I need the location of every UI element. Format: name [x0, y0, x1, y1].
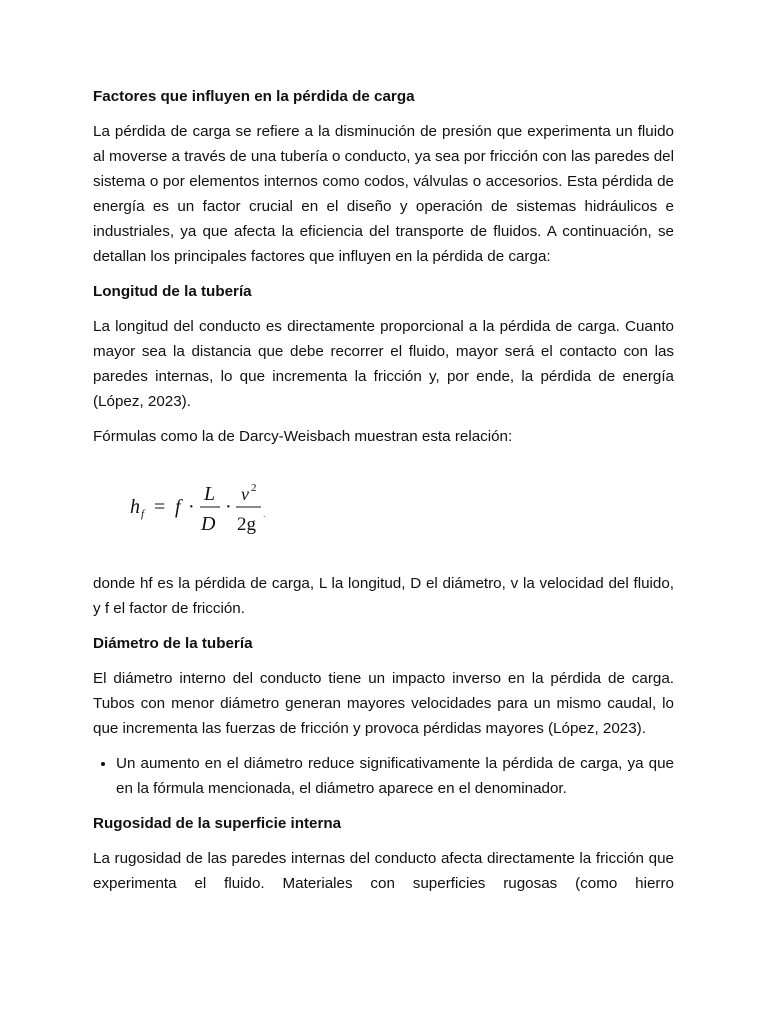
section-heading-factores: Factores que influyen en la pérdida de carga	[93, 88, 415, 105]
list-item: • Un aumento en el diámetro reduce significativamente la pérdida de carga, ya que en la fórmula mencionada, el diámetro aparece en el denominador.	[116, 751, 674, 801]
formula-dot-2: ·	[225, 496, 232, 518]
formula-L: L	[204, 483, 216, 505]
formula-h: h	[130, 496, 140, 518]
bullet-list	[93, 751, 674, 801]
formula-sub-f: f	[141, 508, 145, 520]
document-page	[93, 84, 674, 906]
formula-svg	[130, 471, 290, 541]
paragraph-intro: La pérdida de carga se refiere a la disminución de presión que experimenta un fluido al moverse a través de una tubería o conducto, ya sea por fricción con las paredes del sistema o por elementos internos como codos, válvulas o accesorios. Esta pérdida de energía es un factor crucial en el diseño y operación de sistemas hidráulicos e industriales, ya que afecta la eficiencia del transporte de fluidos. A continuación, se detallan los principales factores que influyen en la pérdida de carga:	[93, 123, 674, 265]
darcy-weisbach-formula	[130, 471, 674, 541]
formula-dot-1: ·	[188, 496, 195, 518]
section-heading-rugosidad: Rugosidad de la superficie interna	[93, 815, 342, 832]
formula-v: v	[241, 484, 249, 504]
paragraph-longitud: La longitud del conducto es directamente proporcional a la pérdida de carga. Cuanto mayor sea la distancia que debe recorrer el fluido, mayor será el contacto con las paredes internas, lo que incrementa la fricción y, por ende, la pérdida de energía (López, 2023).	[93, 318, 674, 410]
formula-D: D	[201, 513, 216, 535]
paragraph-rugosidad: La rugosidad de las paredes internas del conducto afecta directamente la fricción que experimenta el fluido. Materiales con superficies rugosas (como hierro	[93, 850, 674, 892]
formula-equals: =	[154, 496, 166, 518]
section-heading-diametro: Diámetro de la tubería	[93, 635, 253, 652]
paragraph-diametro: El diámetro interno del conducto tiene un impacto inverso en la pérdida de carga. Tubos con menor diámetro generan mayores velocidades para un mismo caudal, lo que incrementa las fuerzas de fricción y provoca pérdidas mayores (López, 2023).	[93, 670, 674, 737]
formula-sup-2: 2	[251, 482, 257, 494]
section-heading-longitud: Longitud de la tubería	[93, 283, 252, 300]
formula-denominator: 2g	[237, 514, 256, 535]
paragraph-formula-intro: Fórmulas como la de Darcy-Weisbach muestran esta relación:	[93, 428, 513, 445]
formula-period: .	[263, 509, 266, 520]
paragraph-formula-explanation: donde hf es la pérdida de carga, L la longitud, D el diámetro, v la velocidad del fluido, y f el factor de fricción.	[93, 575, 674, 617]
formula-f: f	[175, 496, 181, 518]
